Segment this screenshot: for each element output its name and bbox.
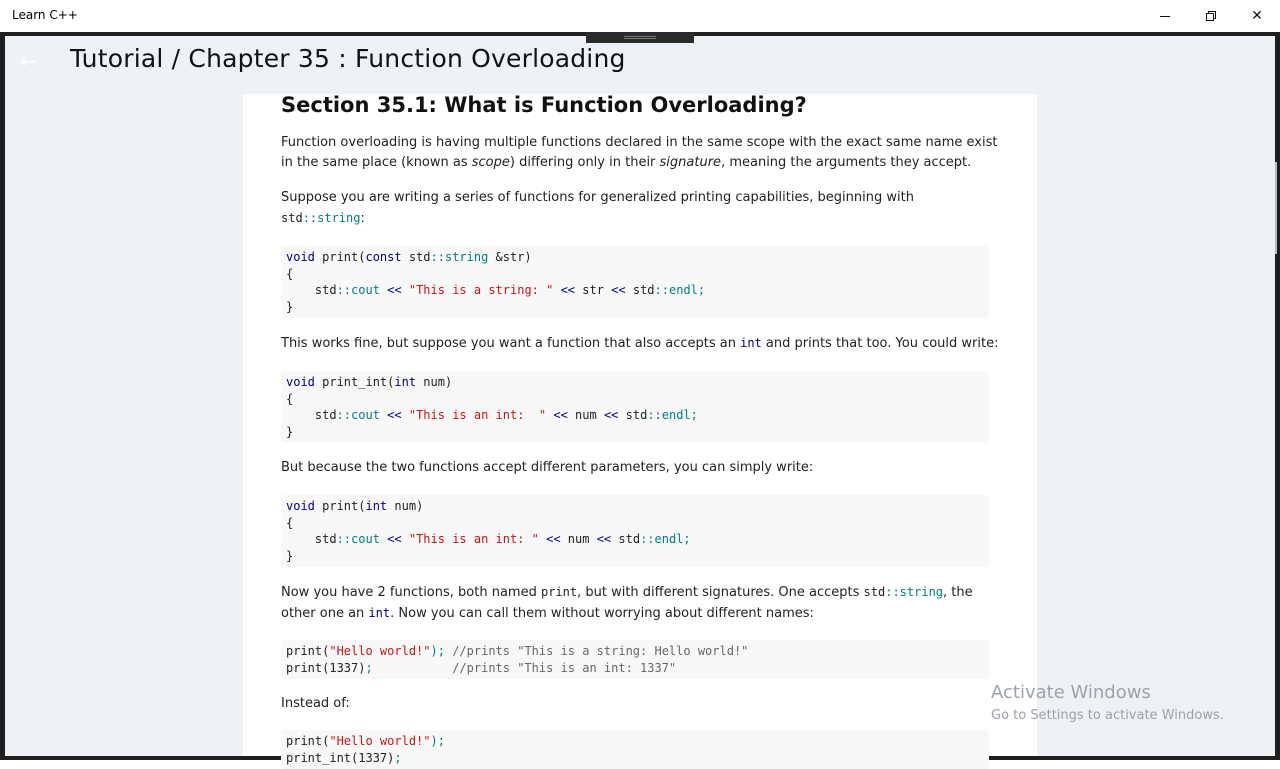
code-token: ::string [885,585,944,599]
code-token: print( [314,499,366,513]
code-token: std [618,532,641,546]
code-line: } [286,424,294,439]
code-comment: //prints "This is an int: 1337" [372,660,677,675]
code-token: str [582,283,604,297]
minimize-icon [1160,16,1170,17]
page-title: Tutorial / Chapter 35 : Function Overloading [70,44,626,73]
code-token: int [394,375,417,389]
restore-button[interactable] [1188,0,1234,32]
code-token: void [286,250,315,264]
watermark-title: Activate Windows [991,682,1151,703]
inline-code [864,585,943,599]
code-token: "Hello world!" [329,734,431,748]
code-token: std [286,532,337,546]
window-frame-right [1275,32,1280,760]
code-token: num [567,532,590,546]
inline-code [281,211,360,225]
code-token: const [365,250,402,264]
watermark-subtitle: Go to Settings to activate Windows. [991,708,1224,723]
close-button[interactable] [1234,0,1280,32]
code-line [286,408,698,422]
paragraph-printing [281,188,999,229]
code-token: ::cout [336,408,380,422]
code-token: print( [286,644,330,658]
code-token: "Hello world!" [329,644,431,658]
close-icon: ✕ [1251,8,1263,24]
code-line [286,283,705,297]
back-button[interactable] [11,42,45,80]
code-line [286,532,691,546]
code-token: ::cout [336,283,380,297]
code-token: ::endl; [640,532,691,546]
paragraph-intro [281,133,999,173]
app-content [5,36,1275,765]
vertical-scrollbar-thumb[interactable] [1275,162,1277,254]
code-token: ); [430,644,445,658]
code-token: "This is an int: " [408,532,539,546]
code-token: void [286,375,315,389]
code-token: << [553,283,583,297]
paragraph-two-functions [281,582,999,624]
code-token: void [286,499,315,513]
text: . Now you can call them without worrying about different names: [390,606,814,621]
code-block-instead [281,730,989,769]
code-line [286,751,402,765]
paragraph-simply-write: But because the two functions accept different parameters, you can simply write: [281,460,814,475]
article-pane[interactable] [243,93,1037,765]
code-token: print( [286,734,330,748]
code-token: print_int(1337) [286,750,395,765]
code-block-calls [281,640,989,679]
code-block-print-overload [281,495,989,567]
code-token: print(1337) [286,660,366,675]
code-token: print( [314,250,366,264]
text: , the other one an [281,585,973,621]
code-line [286,375,452,389]
code-token: "This is a string: " [408,283,554,297]
text: , but with different signatures. One accepts [577,585,864,600]
code-token: ::string [302,211,361,225]
code-line: { [286,515,294,530]
paragraph-instead-of: Instead of: [281,696,350,711]
code-token: << [589,532,619,546]
code-token: << [538,532,568,546]
code-token: ::cout [336,532,380,546]
code-token: ; [394,750,402,765]
code-line [286,250,532,264]
window-title-bar [0,0,1280,32]
code-token: std [286,283,337,297]
code-token: num) [387,499,424,513]
code-token: << [379,408,409,422]
code-token: ; [365,660,373,675]
section-title: Section 35.1: What is Function Overloading? [281,93,807,117]
code-line [286,499,423,513]
code-token: std [286,408,337,422]
text: ) differing only in their [509,155,660,170]
text: and prints that too. You could write: [761,336,999,351]
code-token: ::string [430,250,489,264]
grip-line [624,36,656,37]
code-token: std [632,283,655,297]
code-line: { [286,266,294,281]
text: Function overloading is having multiple functions declared in the same scope with the exact same name exist in the same place (known as [281,135,998,170]
code-token: num) [416,375,453,389]
inline-code: int [368,606,391,620]
code-token: ); [430,734,445,748]
code-line [286,644,748,658]
text: , meaning the arguments they accept. [721,155,972,170]
text: Suppose you are writing a series of functions for generalized printing capabilities, beginning with [281,190,914,205]
code-line: } [286,548,294,563]
code-token: ::endl; [654,283,706,297]
code-line [286,661,676,675]
minimize-button[interactable] [1142,0,1188,32]
code-token: << [546,408,576,422]
code-token: int [365,499,388,513]
back-arrow-icon: ← [19,49,37,73]
text: : [360,211,365,226]
code-token: << [603,283,633,297]
code-token: << [596,408,626,422]
emphasis-signature: signature [659,155,722,170]
code-line [286,734,445,748]
code-token: << [379,283,409,297]
grip-line [624,38,656,39]
code-token: print_int( [314,375,395,389]
paragraph-int [281,333,999,354]
code-token: std [281,211,303,225]
code-token: "This is an int: " [408,408,547,422]
code-token: std [625,408,648,422]
code-token: ::endl; [647,408,698,422]
code-token: std [863,585,886,599]
inline-code: print [540,585,578,599]
emphasis-scope: scope [471,155,510,170]
code-block-print-int [281,371,989,443]
code-comment: //prints "This is a string: Hello world!" [444,644,749,658]
activate-windows-watermark [991,682,1224,723]
code-line: } [286,299,294,314]
code-block-print-string [281,246,989,318]
code-token: << [379,532,409,546]
inline-code: int [740,336,762,350]
article-content [281,94,999,769]
window-title: Learn C++ [12,8,78,22]
text: Now you have 2 functions, both named [281,585,541,600]
drag-handle[interactable] [586,32,694,43]
code-token: &str) [488,250,532,264]
code-token: std [401,250,431,264]
code-token: num [575,408,597,422]
code-line: { [286,391,294,406]
restore-icon [1206,11,1216,21]
text: This works fine, but suppose you want a function that also accepts an [281,336,741,351]
